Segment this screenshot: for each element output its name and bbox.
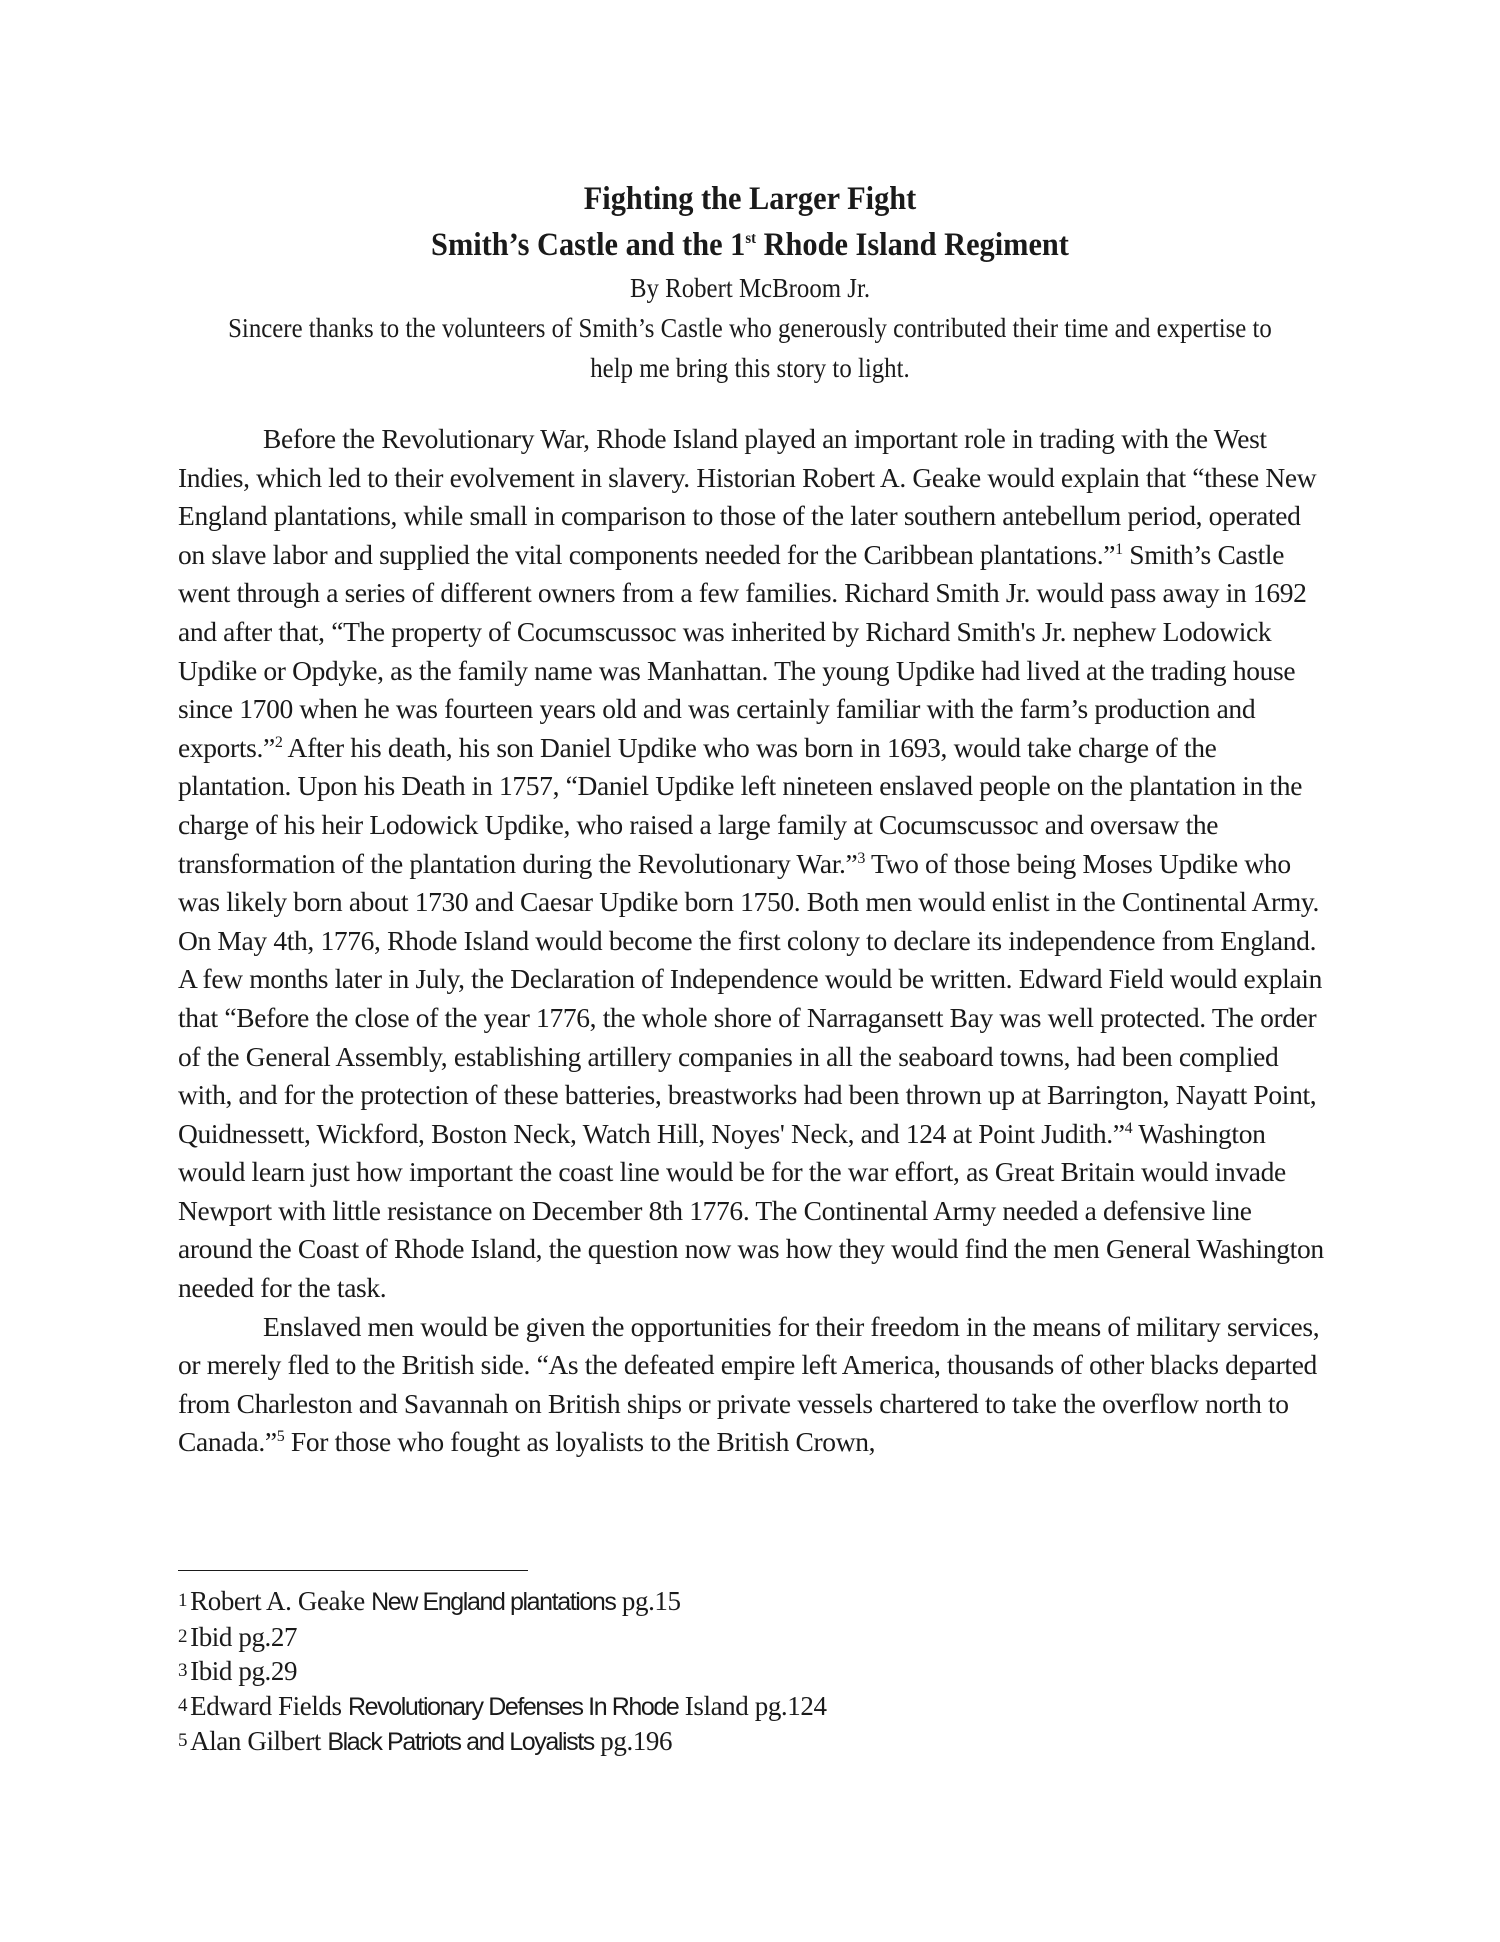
footnote-separator bbox=[178, 1570, 528, 1571]
footnote-text: Robert A. Geake bbox=[190, 1586, 372, 1616]
paragraph-1-part-d: Two of those being Moses Updike who was likely born about 1730 and Caesar Updike born 1750. Both men would enlist in the Continental Army. On May 4th, 1776, Rhode Island would become the first colony to declare its independence from England. A few months later in July, the Declaration of Independence would be written. Edward Field would explain that “Before the close of the year 1776, the whole shore of Narragansett Bay was well protected. The order of the General Assembly, establishing artillery companies in all the seaboard towns, had been complied with, and for the protection of these batteries, breastworks had been thrown up at Barrington, Nayatt Point, Quidnessett, Wickford, Boston Neck, Watch Hill, Noyes' Neck, and 124 at Point Judith.” bbox=[178, 847, 1322, 1149]
document-subtitle bbox=[226, 222, 1275, 268]
document-title-text: Fighting the Larger Fight bbox=[583, 181, 917, 217]
title-block bbox=[226, 176, 1275, 388]
footnote-number: 4 bbox=[178, 1694, 188, 1716]
footnote-page: pg.15 bbox=[615, 1586, 681, 1616]
footnote-text: Ibid pg.27 bbox=[190, 1621, 298, 1652]
document-title bbox=[226, 176, 1275, 222]
footnote-number: 1 bbox=[178, 1590, 188, 1611]
body-text bbox=[178, 420, 1326, 1462]
footnote-source-title: Black Patriots and Loyalists bbox=[327, 1728, 594, 1756]
paragraph-1-part-e: Washington would learn just how important the coast line would be for the war effort, as Great Britain would invade Newport with little resistance on December 8th 1776. The Continental Army needed a defensive line around the Coast of Rhode Island, the question now was how they would find the men General Washington needed for the task. bbox=[178, 1117, 1324, 1304]
footnote-ref-2: 2 bbox=[274, 733, 283, 751]
subtitle-text-before: Smith’s Castle and the 1 bbox=[431, 227, 746, 263]
footnote-5 bbox=[178, 1724, 1278, 1760]
paragraph-1-part-a: Before the Revolutionary War, Rhode Island played an important role in trading with the West Indies, which led to their evolvement in slavery. Historian Robert A. Geake would explain that “these New England plantations, while small in comparison to those of the later southern antebellum period, operated on slave labor and supplied the vital components needed for the Caribbean plantations.” bbox=[178, 423, 1317, 570]
footnote-page: pg.196 bbox=[593, 1726, 673, 1756]
footnote-text: Ibid pg.29 bbox=[190, 1656, 298, 1686]
footnote-text: Alan Gilbert bbox=[190, 1726, 328, 1756]
footnote-1 bbox=[178, 1584, 1278, 1620]
footnote-number: 5 bbox=[178, 1730, 188, 1751]
acknowledgement: Sincere thanks to the volunteers of Smith’s Castle who generously contributed their time and expertise to help me bring this story to light. bbox=[228, 313, 1272, 383]
author-byline: By Robert McBroom Jr. bbox=[629, 273, 871, 303]
paragraph-1 bbox=[178, 420, 1326, 1308]
subtitle-superscript: st bbox=[745, 230, 757, 247]
paragraph-2 bbox=[178, 1308, 1326, 1462]
footnote-ref-5: 5 bbox=[276, 1428, 285, 1446]
subtitle-text-after: Rhode Island Regiment bbox=[756, 227, 1069, 263]
footnote-source-title: Revolutionary Defenses In Rhode bbox=[348, 1692, 679, 1721]
paragraph-2-part-b: For those who fought as loyalists to the British Crown, bbox=[284, 1426, 876, 1458]
footnotes bbox=[178, 1584, 1278, 1760]
footnote-number: 3 bbox=[178, 1660, 188, 1681]
paragraph-1-part-c: After his death, his son Daniel Updike who was born in 1693, would take charge of the plantation. Upon his Death in 1757, “Daniel Updike left nineteen enslaved people on the plantation in the charge of his heir Lodowick Updike, who raised a large family at Cocumscussoc and oversaw the transformation of the plantation during the Revolutionary War.” bbox=[178, 731, 1303, 879]
footnote-page: Island pg.124 bbox=[678, 1690, 827, 1721]
paragraph-1-part-b: Smith’s Castle went through a series of different owners from a few families. Richard Smith Jr. would pass away in 1692 and after that, “The property of Cocumscussoc was inherited by Richard Smith's Jr. nephew Lodowick Updike or Opdyke, as the family name was Manhattan. The young Updike had lived at the trading house since 1700 when he was fourteen years old and was certainly familiar with the farm’s production and exports.” bbox=[178, 538, 1307, 763]
footnote-2 bbox=[178, 1620, 1278, 1655]
paragraph-2-part-a: Enslaved men would be given the opportunities for their freedom in the means of military services, or merely fled to the British side. “As the defeated empire left America, thousands of other blacks departed from Charleston and Savannah on British ships or private vessels chartered to take the overflow north to Canada.” bbox=[178, 1310, 1320, 1458]
footnote-4 bbox=[178, 1689, 1278, 1725]
footnote-source-title: New England plantations bbox=[371, 1588, 616, 1616]
footnote-number: 2 bbox=[178, 1625, 188, 1647]
footnote-3 bbox=[178, 1654, 1278, 1689]
footnote-ref-3: 3 bbox=[857, 849, 866, 867]
footnote-text: Edward Fields bbox=[190, 1690, 348, 1721]
footnote-ref-4: 4 bbox=[1124, 1119, 1133, 1137]
footnote-ref-1: 1 bbox=[1115, 540, 1123, 558]
